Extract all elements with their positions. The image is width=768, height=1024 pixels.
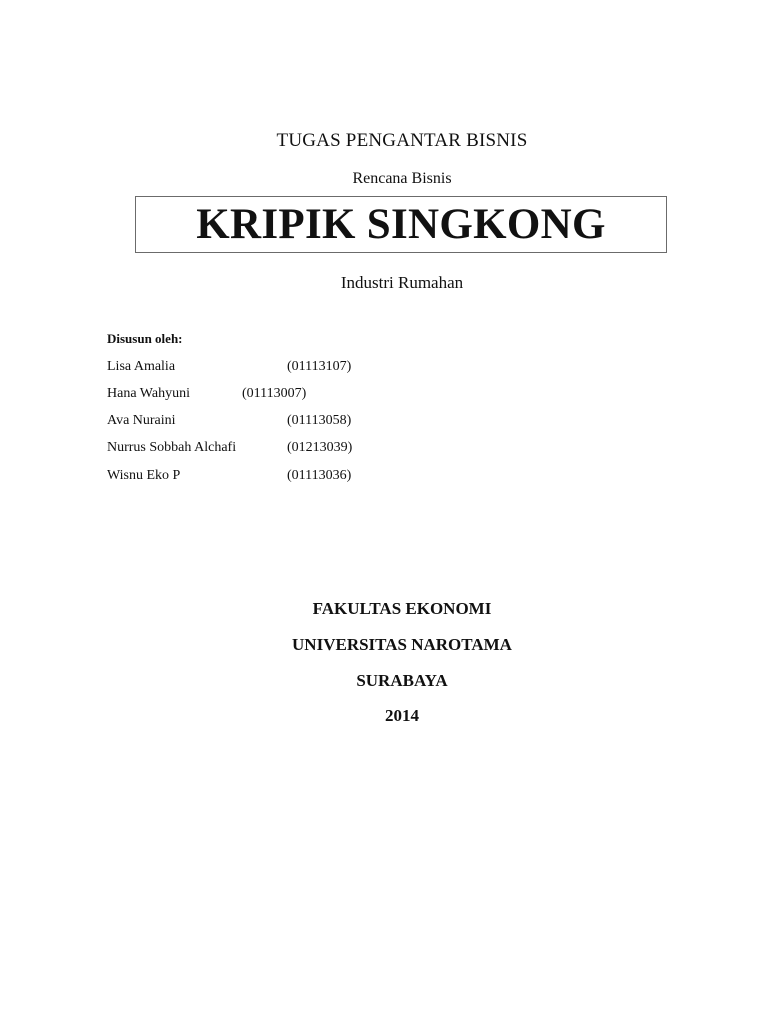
document-year: 2014 xyxy=(385,706,419,725)
author-id: (01113107) xyxy=(287,359,352,374)
city-name: SURABAYA xyxy=(356,671,448,690)
author-name: Nurrus Sobbah Alchafi xyxy=(107,440,237,455)
author-name: Wisnu Eko P xyxy=(107,468,181,483)
document-subtitle: Rencana Bisnis xyxy=(352,170,452,187)
author-row xyxy=(107,413,407,431)
author-name: Ava Nuraini xyxy=(107,413,176,428)
author-row xyxy=(107,359,407,377)
business-type: Industri Rumahan xyxy=(340,273,464,292)
author-name: Hana Wahyuni xyxy=(107,386,190,401)
author-id: (01113058) xyxy=(287,413,352,428)
faculty-name: FAKULTAS EKONOMI xyxy=(312,599,492,618)
authors-label: Disusun oleh: xyxy=(107,331,183,346)
author-row xyxy=(107,440,407,458)
author-row xyxy=(107,386,407,404)
university-name: UNIVERSITAS NAROTAMA xyxy=(292,635,512,654)
author-id: (01213039) xyxy=(287,440,353,455)
author-row xyxy=(107,468,407,486)
main-title: KRIPIK SINGKONG xyxy=(196,201,606,248)
title-box xyxy=(135,196,667,253)
author-name: Lisa Amalia xyxy=(107,359,176,374)
course-title: TUGAS PENGANTAR BISNIS xyxy=(276,130,528,151)
author-id: (01113007) xyxy=(242,386,307,401)
author-id: (01113036) xyxy=(287,468,352,483)
